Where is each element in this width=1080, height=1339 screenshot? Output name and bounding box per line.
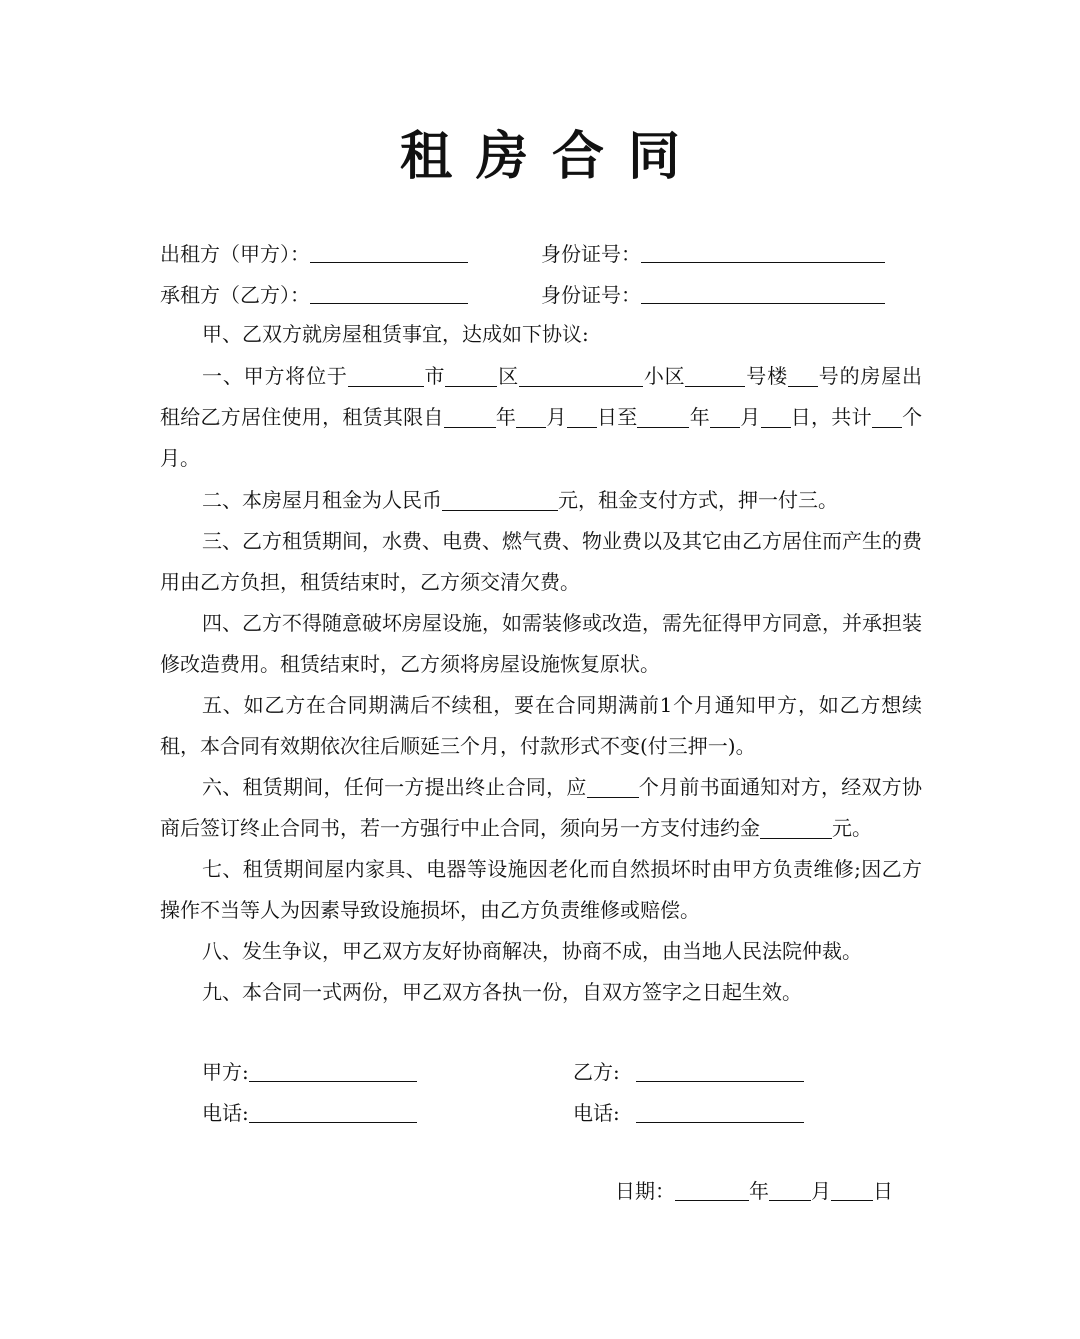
lessor-id-label: 身份证号： [541,239,885,269]
party-a-phone-line[interactable] [249,1102,417,1123]
party-b-sign-line[interactable] [636,1061,804,1082]
document-title: 租房合同 [399,127,704,187]
start-month-blank[interactable] [516,405,546,428]
clause-8: 八、发生争议，甲乙双方友好协商解决，协商不成，由当地人民法院仲裁。 [202,939,862,963]
clause-7: 七、租赁期间屋内家具、电器等设施因老化而自然损坏时由甲方负责维修;因乙方操作不当等人为因素导致设施损坏，由乙方负责维修或赔偿。 [160,857,922,922]
clause-3: 三、乙方租赁期间，水费、电费、燃气费、物业费以及其它由乙方居住而产生的费用由乙方负担，租赁结束时，乙方须交清欠费。 [160,529,922,594]
party-b-phone: 电话: [573,1098,804,1128]
clause-5: 五、如乙方在合同期满后不续租，要在合同期满前1个月通知甲方，如乙方想续租，本合同有效期依次往后顺延三个月，付款形式不变(付三押一)。 [160,693,922,758]
lessor-label: 出租方（甲方）： [160,239,468,269]
penalty-blank[interactable] [760,816,832,839]
intro-paragraph: 甲、乙双方就房屋租赁事宜，达成如下协议: [202,322,589,346]
date-day-line[interactable] [831,1180,873,1201]
end-month-blank[interactable] [710,405,740,428]
city-blank[interactable] [348,364,424,387]
party-a-signature: 甲方: [202,1057,417,1087]
clause-1: 一、甲方将位于 市 区 小区 号楼 号的房屋出租给乙方居住使用，租赁其限自 年 月 日至 年 月 日，共计 个月。 [160,364,923,470]
clause-9: 九、本合同一式两份，甲乙双方各执一份，自双方签字之日起生效。 [202,980,802,1004]
end-year-blank[interactable] [637,405,689,428]
date-month-line[interactable] [769,1180,811,1201]
start-day-blank[interactable] [567,405,597,428]
clause-6: 六、租赁期间，任何一方提出终止合同，应 个月前书面通知对方，经双方协商后签订终止合同书，若一方强行中止合同，须向另一方支付违约金 元。 [160,775,923,840]
start-year-blank[interactable] [444,405,496,428]
district-blank[interactable] [445,364,497,387]
notice-months-blank[interactable] [587,775,639,798]
party-b-signature: 乙方: [573,1057,804,1087]
community-blank[interactable] [519,364,643,387]
rent-amount-blank[interactable] [442,488,558,511]
room-blank[interactable] [788,364,818,387]
date-row: 日期： 年 月 日 [615,1179,893,1203]
lessor-name-blank[interactable] [310,242,468,263]
lessor-id-blank[interactable] [641,242,885,263]
party-a-phone: 电话: [202,1098,417,1128]
party-a-sign-line[interactable] [249,1061,417,1082]
party-b-phone-line[interactable] [636,1102,804,1123]
lessee-id-blank[interactable] [641,283,885,304]
clause-4: 四、乙方不得随意破坏房屋设施，如需装修或改造，需先征得甲方同意，并承担装修改造费用。租赁结束时，乙方须将房屋设施恢复原状。 [160,611,922,676]
date-year-line[interactable] [675,1180,749,1201]
lessee-id-label: 身份证号： [541,280,885,310]
total-months-blank[interactable] [872,405,902,428]
lessee-label: 承租方（乙方）： [160,280,468,310]
building-blank[interactable] [685,364,745,387]
end-day-blank[interactable] [761,405,791,428]
lessee-name-blank[interactable] [310,283,468,304]
clause-2: 二、本房屋月租金为人民币 元，租金支付方式，押一付三。 [202,488,838,512]
